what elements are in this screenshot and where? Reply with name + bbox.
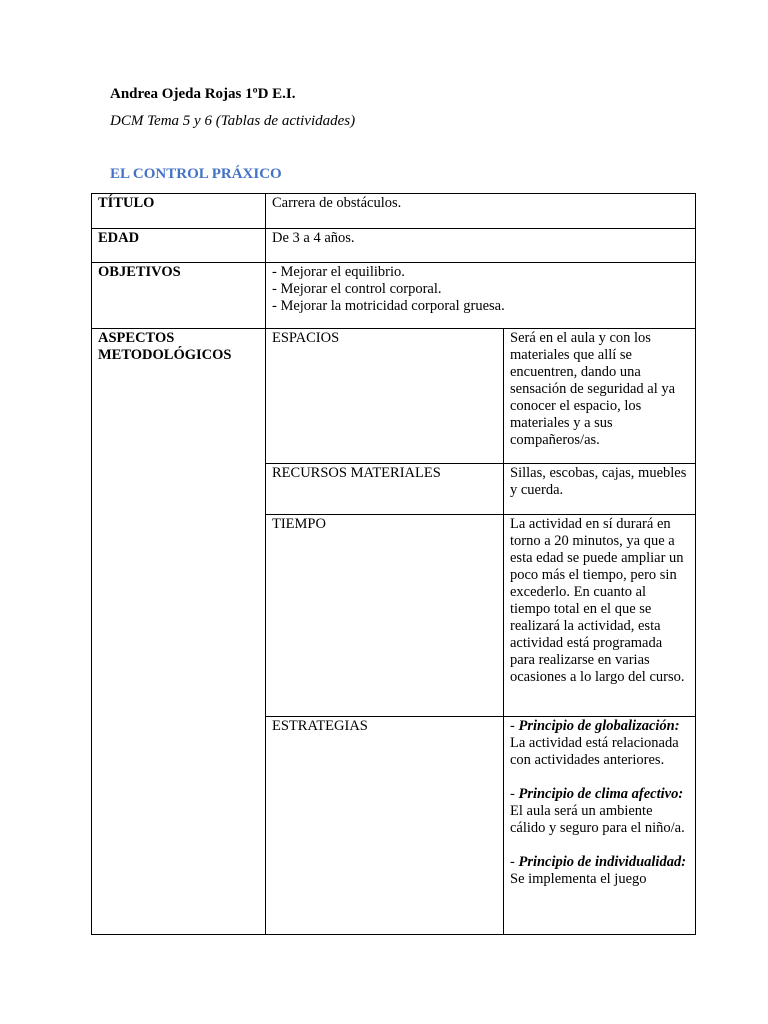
strategy-text: El aula será un ambiente cálido y seguro para el niño/a. <box>510 803 685 836</box>
objetivo-item: - Mejorar el equilibrio. <box>272 264 405 280</box>
objetivos-list <box>266 263 696 329</box>
estrategias-value <box>504 717 696 935</box>
estrategias-label: ESTRATEGIAS <box>266 717 504 935</box>
author-name: Andrea Ojeda Rojas 1ºD E.I. <box>110 86 296 102</box>
titulo-label: TÍTULO <box>92 194 266 229</box>
activity-table <box>91 193 696 935</box>
table-row-objetivos <box>92 263 696 329</box>
objetivo-item: - Mejorar la motricidad corporal gruesa. <box>272 298 505 314</box>
objetivo-item: - Mejorar el control corporal. <box>272 281 442 297</box>
strategy-item: - Principio de individualidad: Se implementa el juego <box>510 854 687 887</box>
tiempo-value: La actividad en sí durará en torno a 20 minutos, ya que a esta edad se puede ampliar un poco más el tiempo, pero sin excederlo. En cuanto al tiempo total en el que se realizará la actividad, esta actividad está programada para realizarse en varias ocasiones a lo largo del curso. <box>504 515 696 717</box>
titulo-value: Carrera de obstáculos. <box>266 194 696 229</box>
strategy-text: La actividad está relacionada con actividades anteriores. <box>510 735 679 768</box>
objetivos-label: OBJETIVOS <box>92 263 266 329</box>
edad-value: De 3 a 4 años. <box>266 229 696 263</box>
espacios-label: ESPACIOS <box>266 329 504 464</box>
recursos-value: Sillas, escobas, cajas, muebles y cuerda. <box>504 464 696 515</box>
strategy-item: - Principio de clima afectivo: El aula será un ambiente cálido y seguro para el niño/a. <box>510 786 685 836</box>
document-subtitle: DCM Tema 5 y 6 (Tablas de actividades) <box>110 113 356 129</box>
strategy-item: - Principio de globalización: La actividad está relacionada con actividades anteriores. <box>510 718 680 768</box>
espacios-value: Será en el aula y con los materiales que allí se encuentren, dando una sensación de seguridad al ya conocer el espacio, los materiales y a sus compañeros/as. <box>504 329 696 464</box>
recursos-label: RECURSOS MATERIALES <box>266 464 504 515</box>
table-row-espacios <box>92 329 696 464</box>
strategy-name: Principio de globalización: <box>518 718 680 734</box>
table-row-titulo <box>92 194 696 229</box>
strategy-name: Principio de clima afectivo: <box>518 786 684 802</box>
aspectos-label: ASPECTOS METODOLÓGICOS <box>92 329 266 935</box>
strategy-text: Se implementa el juego <box>510 871 647 887</box>
tiempo-label: TIEMPO <box>266 515 504 717</box>
table-row-edad <box>92 229 696 263</box>
edad-label: EDAD <box>92 229 266 263</box>
section-heading: EL CONTROL PRÁXICO <box>110 166 282 182</box>
strategy-name: Principio de individualidad: <box>518 854 687 870</box>
